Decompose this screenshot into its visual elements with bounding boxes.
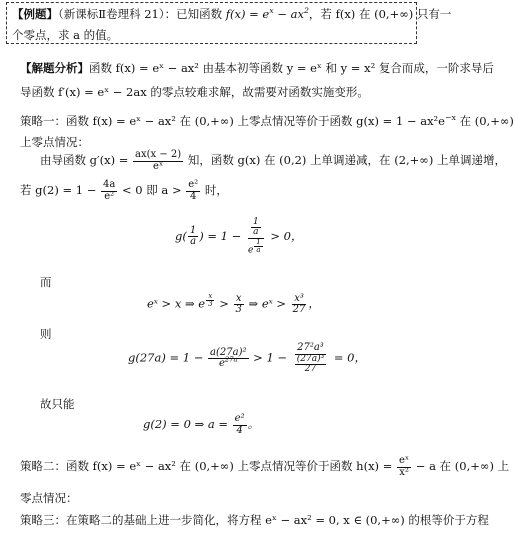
condition-fraction-2: $\frac{\text{e²}}{4}$ <box>188 179 199 202</box>
derivative-fraction: $\frac{ax(x - 2)}{\text{eˣ}}$ <box>135 149 182 172</box>
equation-g-1-over-a: g( $\frac{1}{a}$ ) = 1 − $\frac{1}{a}$ e $^{\frac{1}{a}}$ > 0， <box>175 217 303 256</box>
word-gu: 故只能 <box>40 397 75 411</box>
strategy2-fraction: $\frac{\text{eˣ}}{\text{x²}}$ <box>399 455 410 478</box>
strategy2-line-1: 策略二：函数 f(x) = eˣ − ax² 在 (0,+∞) 上零点情况等价于函数 h(x) = $\frac{\text{eˣ}}{\text{x²}}$ − a 在 (0,+∞) 上 <box>20 455 510 478</box>
word-ze: 则 <box>40 327 52 341</box>
analysis-tag: 【解题分析】 <box>20 61 89 75</box>
equation-g-27a: g(27a) = 1 − $\frac{\text{a(27a)²}}{e^{27a}}$ > 1 − $\frac{\text{27²a³}}{\frac{\text{(27a)³}}{27}}$ = 0， <box>128 342 366 374</box>
analysis-line-2: 导函数 f′(x) = eˣ − 2ax 的零点较难求解，故需要对函数实施变形。 <box>20 85 369 99</box>
example-tag: 【例题】 <box>12 7 58 21</box>
strategy1-line-1: 策略一：函数 f(x) = eˣ − ax² 在 (0,+∞) 上零点情况等价于函数 $g(x) = 1 - ax^2e^{-x}$ 在 (0,+∞) <box>20 113 514 128</box>
example-line-2: 个零点，求 a 的值。 <box>12 28 119 42</box>
example-text: ：已知函数 <box>164 7 226 21</box>
strategy1-line-2: 上零点情况： <box>20 135 89 149</box>
strategy2-line-2: 零点情况： <box>20 491 78 505</box>
equation-final: g(2) = 0 ⇒ a = $\frac{\text{e²}}{4}$ 。 <box>143 413 260 436</box>
example-line-1 <box>12 6 451 22</box>
inequality-chain: eˣ > x ⇒ e $^{\frac{x}{3}}$ > $\frac{x}{3}$ ⇒ eˣ > $\frac{\text{x³}}{27}$ ， <box>147 292 320 316</box>
word-er: 而 <box>40 275 52 289</box>
analysis-line-1 <box>20 60 494 76</box>
condition-fraction-1: $\frac{4a}{\text{e²}}$ <box>103 179 116 202</box>
example-text-c: f(x) 在 (0,+∞) 只有一 <box>335 7 452 21</box>
example-source: （新课标Ⅱ卷理科 21） <box>58 7 165 21</box>
example-fx: $f(x) = e^x - ax^2$ <box>225 6 309 21</box>
derivative-line: 由导函数 g′(x) = $\frac{ax(x - 2)}{\text{eˣ}}$ 知，函数 g(x) 在 (0,2) 上单调递减，在 (2,+∞) 上单调递增， <box>40 149 507 172</box>
example-text-b: ，若 <box>308 7 336 21</box>
strategy3-line: 策略三：在策略二的基础上进一步简化，将方程 eˣ − ax² = 0, x ∈ (0,+∞) 的根等价于方程 <box>20 513 489 527</box>
condition-line: 若 g(2) = 1 − $\frac{4a}{\text{e²}}$ < 0 即 a > $\frac{\text{e²}}{4}$ 时， <box>20 179 228 202</box>
analysis-text: 函数 f(x) = eˣ − ax² 由基本初等函数 y = eˣ 和 y = x² 复合而成，一阶求导后 <box>89 61 494 75</box>
compound-fraction: $\frac{\text{27²a³}}{\frac{\text{(27a)³}}{27}}$ <box>296 342 325 374</box>
nested-fraction: $\frac{1}{a}$ e $^{\frac{1}{a}}$ <box>246 218 266 256</box>
